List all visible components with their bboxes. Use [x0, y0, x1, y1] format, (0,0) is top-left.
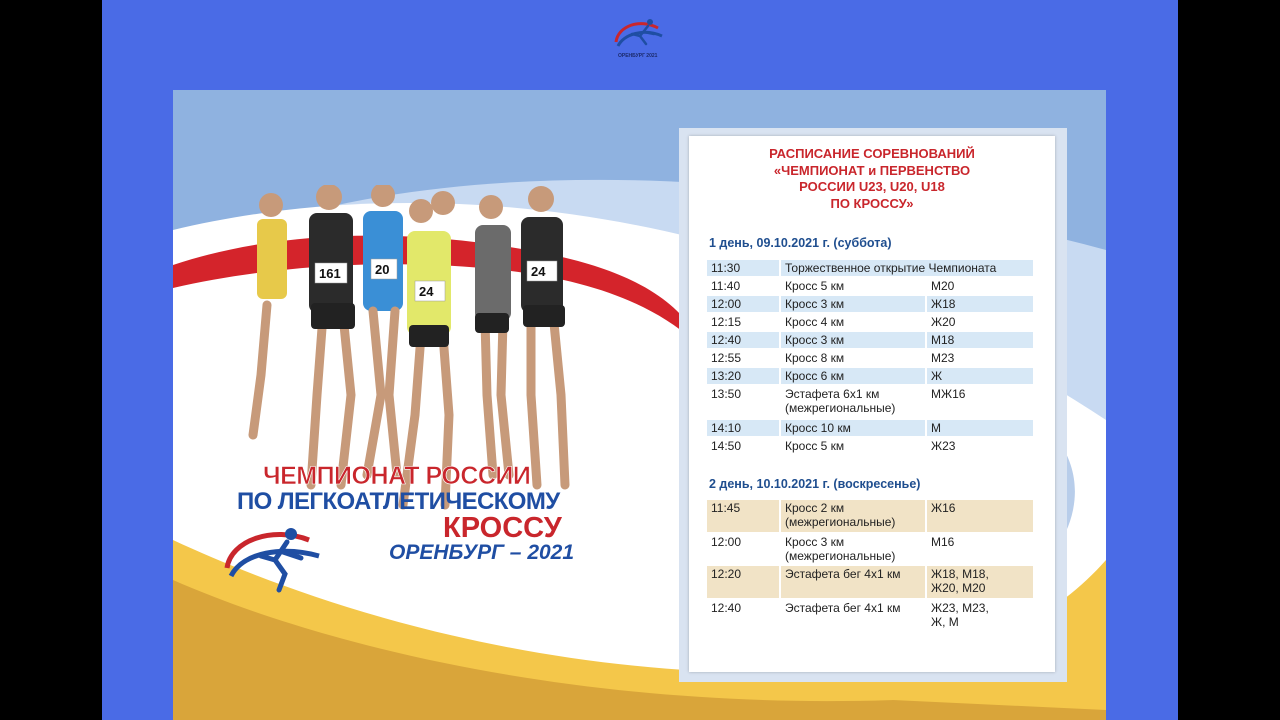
- category-text: Ж18, М18,: [931, 567, 989, 581]
- time-cell: 12:15: [711, 315, 742, 329]
- category-cell: [927, 600, 1033, 630]
- table-row: [707, 438, 1033, 456]
- time-cell: 12:20: [707, 566, 779, 598]
- time-cell: 13:50: [711, 387, 742, 401]
- logo-caption: ОРЕНБУРГ 2021: [618, 53, 658, 59]
- day2-table: [707, 500, 1033, 634]
- runner-logo-icon: [223, 522, 329, 594]
- runner-bib: 20: [375, 262, 390, 277]
- table-row: [707, 368, 1033, 386]
- category-text: Ж, М: [931, 615, 959, 629]
- category-cell: Ж20: [931, 315, 956, 329]
- table-row: [707, 600, 1033, 634]
- poster-title-line3: КРОССУ: [443, 512, 562, 544]
- poster: [173, 90, 1106, 720]
- category-cell: М18: [927, 332, 1033, 348]
- event-note: (межрегиональные): [785, 549, 896, 563]
- time-cell: 12:40: [711, 601, 742, 615]
- category-cell: Ж: [927, 368, 1033, 384]
- event-cell: Кросс 4 км: [785, 315, 845, 329]
- event-cell: Кросс 8 км: [785, 351, 845, 365]
- category-cell: М16: [931, 535, 955, 549]
- day2-header: 2 день, 10.10.2021 г. (воскресенье): [709, 477, 921, 491]
- event-text: Кросс 2 км: [785, 501, 845, 515]
- time-cell: 13:20: [707, 368, 779, 384]
- schedule-title-line3: РОССИИ U23, U20, U18: [799, 179, 945, 194]
- table-row: [707, 260, 1033, 278]
- category-text: Ж23, М23,: [931, 601, 989, 615]
- runner-bib: 24: [419, 284, 434, 299]
- category-cell: Ж18: [927, 296, 1033, 312]
- poster-title-line4: ОРЕНБУРГ – 2021: [389, 541, 575, 564]
- event-cell: [781, 386, 925, 416]
- table-row: [707, 350, 1033, 368]
- runner-bib: 24: [531, 264, 546, 279]
- time-cell: 11:45: [707, 500, 779, 532]
- time-cell: 14:10: [707, 420, 779, 436]
- table-row: [707, 500, 1033, 534]
- time-cell: 12:40: [707, 332, 779, 348]
- table-row: [707, 278, 1033, 296]
- table-row: [707, 534, 1033, 566]
- event-text: Эстафета 6х1 км: [785, 387, 880, 401]
- poster-title-line2: ПО ЛЕГКОАТЛЕТИЧЕСКОМУ: [237, 488, 560, 515]
- table-row: [707, 420, 1033, 438]
- schedule-card: [689, 136, 1055, 672]
- table-row: [707, 314, 1033, 332]
- category-text: Ж20, М20: [931, 581, 986, 595]
- event-cell: Кросс 5 км: [785, 279, 845, 293]
- category-cell: М: [927, 420, 1033, 436]
- event-cell: Кросс 10 км: [781, 420, 925, 436]
- day1-header: 1 день, 09.10.2021 г. (суббота): [709, 236, 892, 250]
- table-row: [707, 296, 1033, 314]
- table-row: [707, 332, 1033, 350]
- event-note: (межрегиональные): [785, 515, 896, 529]
- table-row: [707, 386, 1033, 420]
- table-row: [707, 566, 1033, 600]
- event-cell: Торжественное открытие Чемпионата: [781, 260, 1033, 276]
- event-cell: Эстафета бег 4х1 км: [781, 566, 925, 598]
- category-cell: [927, 566, 1033, 598]
- runner-emblem-icon: [610, 14, 672, 68]
- category-cell: М23: [931, 351, 955, 365]
- runner-bib: 161: [319, 266, 341, 281]
- schedule-title-line4: ПО КРОССУ»: [830, 195, 914, 211]
- time-cell: 11:40: [711, 279, 741, 293]
- time-cell: 11:30: [707, 260, 779, 276]
- category-cell: М20: [931, 279, 955, 293]
- category-cell: МЖ16: [931, 387, 966, 401]
- event-cell: [781, 534, 925, 564]
- slide-frame: [102, 0, 1178, 720]
- time-cell: 12:00: [711, 535, 742, 549]
- schedule-title: [689, 146, 1055, 212]
- event-note: (межрегиональные): [785, 401, 896, 415]
- event-cell: [781, 500, 925, 532]
- event-text: Кросс 3 км: [785, 535, 845, 549]
- schedule-title-line1: РАСПИСАНИЕ СОРЕВНОВАНИЙ: [769, 146, 975, 161]
- event-cell: Кросс 3 км: [781, 332, 925, 348]
- event-cell: Кросс 5 км: [785, 439, 845, 453]
- day1-table: [707, 260, 1033, 456]
- event-cell: Кросс 3 км: [781, 296, 925, 312]
- event-cell: Кросс 6 км: [781, 368, 925, 384]
- poster-title-line1: ЧЕМПИОНАТ РОССИИ: [263, 462, 531, 490]
- category-cell: Ж23: [931, 439, 956, 453]
- time-cell: 14:50: [711, 439, 742, 453]
- schedule-title-line2: «ЧЕМПИОНАТ и ПЕРВЕНСТВО: [773, 162, 971, 178]
- championship-logo: [610, 14, 672, 68]
- event-cell: Эстафета бег 4х1 км: [785, 601, 901, 615]
- time-cell: 12:55: [711, 351, 742, 365]
- time-cell: 12:00: [707, 296, 779, 312]
- category-cell: Ж16: [927, 500, 1033, 532]
